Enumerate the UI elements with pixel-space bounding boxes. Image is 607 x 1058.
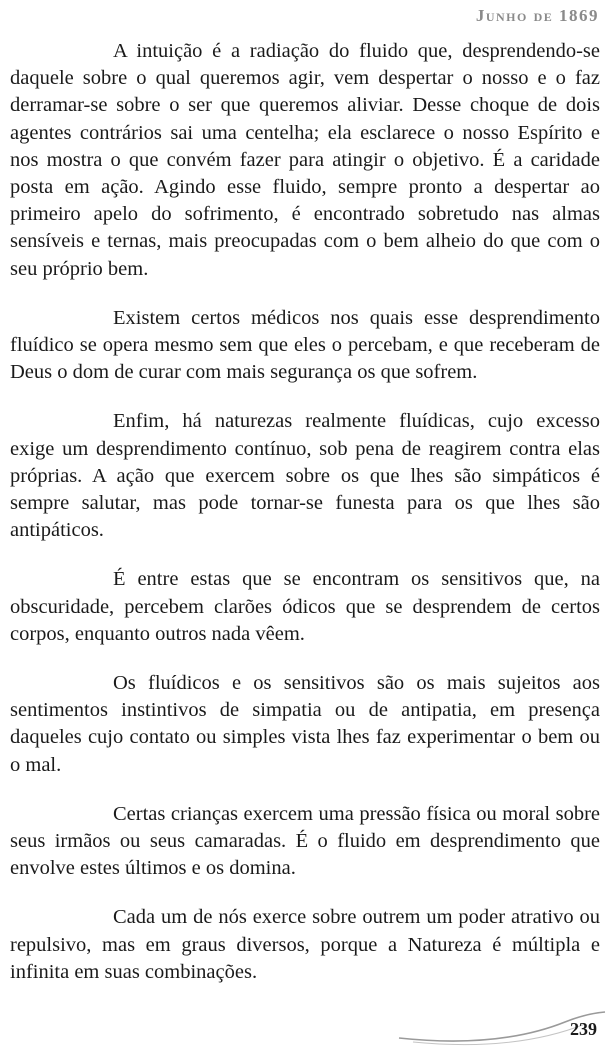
paragraph: É entre estas que se encontram os sensitivos que, na obscuridade, percebem clarões ódicos que se desprendem de certos corpos, enquanto outros nada vêem. <box>10 568 600 645</box>
page-number: 239 <box>570 1019 597 1039</box>
paragraph: Enfim, há naturezas realmente fluídicas, cujo excesso exige um desprendimento contínuo, sob pena de reagirem contra elas próprias. A ação que exercem sobre os que lhes são simpáticos é sempre salutar, mas pode tornar-se funesta para os que lhes são antipáticos. <box>10 410 600 542</box>
paragraph: Existem certos médicos nos quais esse desprendimento fluídico se opera mesmo sem que eles o percebam, e que receberam de Deus o dom de curar com mais segurança os que sofrem. <box>10 306 600 384</box>
paragraph: A intuição é a radiação do fluido que, desprendendo-se daquele sobre o qual queremos agir, vem despertar o nosso e o faz derramar-se sobre o ser que queremos aliviar. Desse choque de dois agentes contrários sai uma centelha; ela esclarece o nosso Espírito e nos mostra o que convém fazer para atingir o objetivo. É a caridade posta em ação. Agindo esse fluido, sempre pronto a despertar ao primeiro apelo do sofrimento, é encontrado sobretudo nas almas sensíveis e ternas, mais preocupadas com o bem alheio do que com o seu próprio bem. <box>10 40 600 280</box>
paragraph: Os fluídicos e os sensitivos são os mais sujeitos aos sentimentos instintivos de simpatia ou de antipatia, em presença daqueles cujo contato ou simples vista lhes faz experimentar o bem ou o mal. <box>10 672 600 776</box>
paragraph: Cada um de nós exerce sobre outrem um poder atrativo ou repulsivo, mas em graus diversos, porque a Natureza é múltipla e infinita em suas combinações. <box>10 906 600 983</box>
running-header: Junho de 1869 <box>475 6 599 25</box>
page-footer <box>0 1002 607 1058</box>
text-body <box>10 38 600 1008</box>
paragraph: Certas crianças exercem uma pressão física ou moral sobre seus irmãos ou seus camaradas. É o fluido em desprendimento que envolve estes últimos e os domina. <box>10 802 600 880</box>
